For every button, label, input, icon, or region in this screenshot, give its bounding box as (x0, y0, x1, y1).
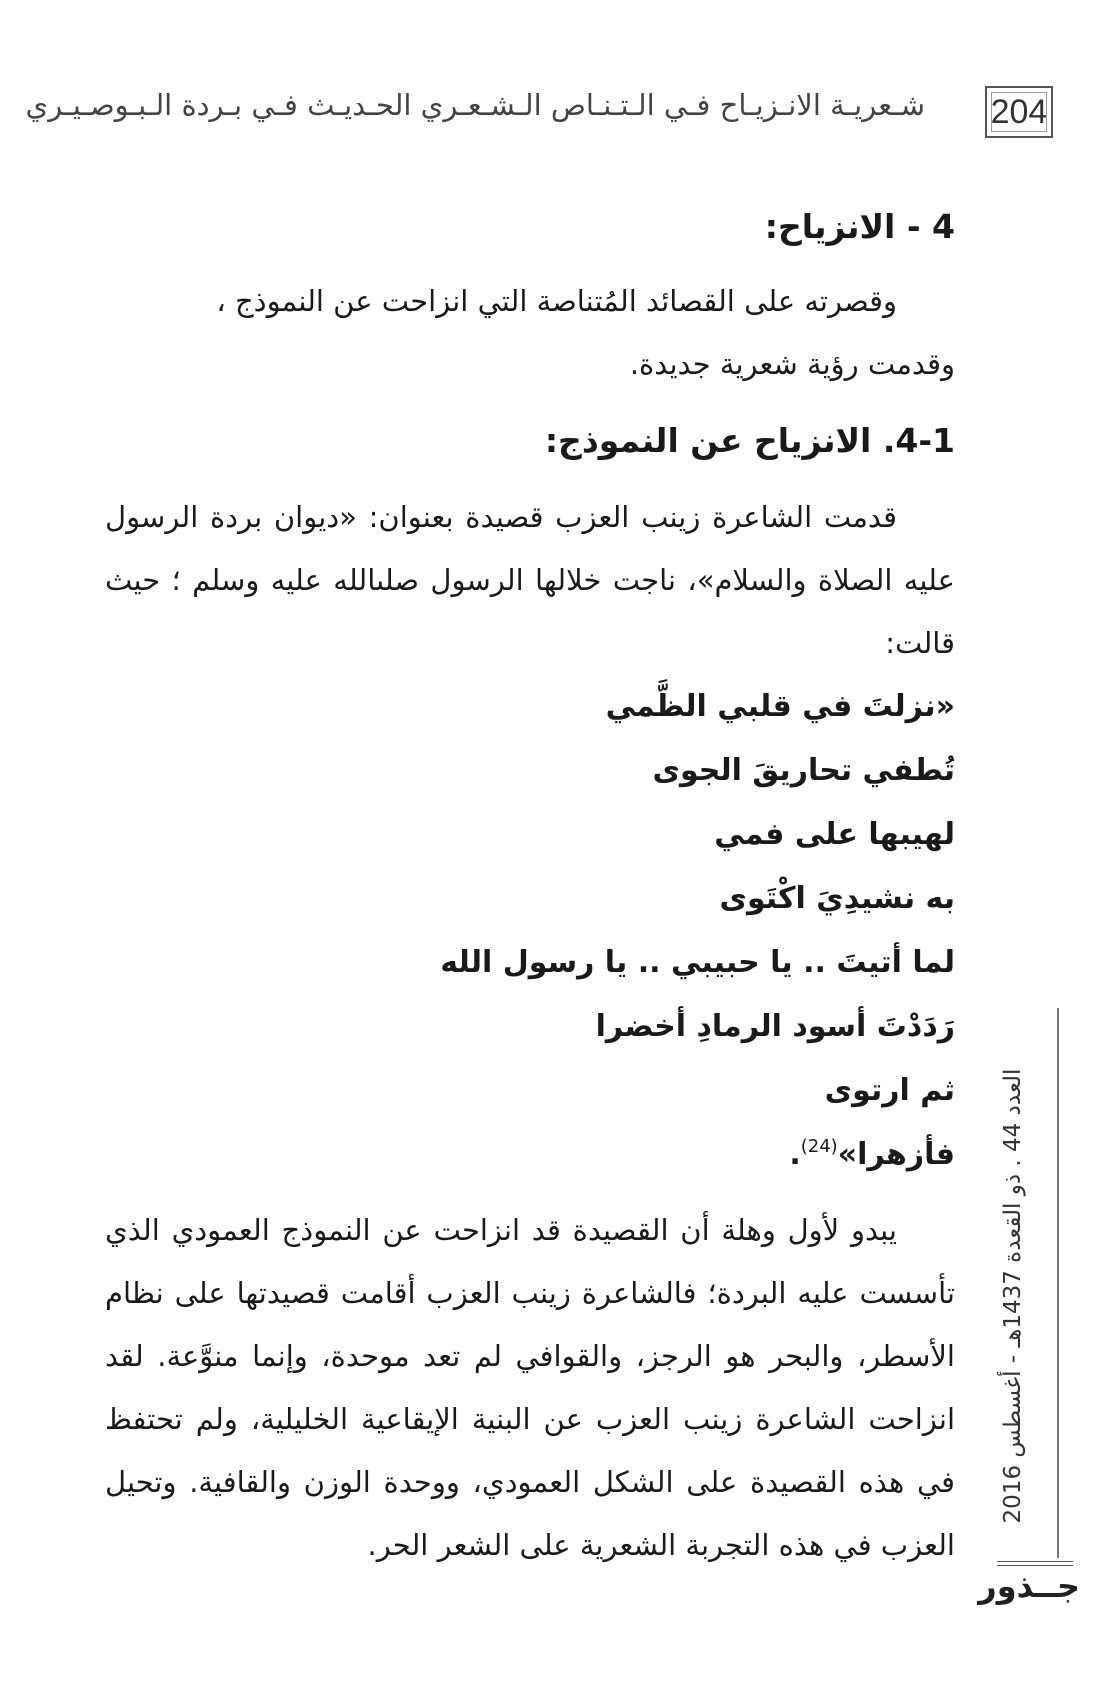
poem-line: «نزلتَ في قلبي الظَّمي (605, 689, 955, 724)
poem (105, 675, 955, 1187)
poem-line: به نشيدِيَ اكْتَوى (719, 881, 955, 916)
poem-line: لهيبها على فمي (714, 817, 955, 852)
main-content (105, 196, 955, 1577)
subsection-heading: 4-1. الانزياح عن النموذج: (544, 421, 955, 460)
poem-last-line (105, 1123, 955, 1187)
poem-line: تُطفي تحاريقَ الجوى (652, 753, 955, 788)
poem-last-line-text: فأزهرا» (837, 1137, 955, 1172)
intro-line-1: وقصرته على القصائد المُتناصة التي انزاحت عن النموذج ، (216, 284, 897, 318)
journal-logo: جــذور (978, 1567, 1080, 1605)
body-paragraph-1: قدمت الشاعرة زينب العزب قصيدة بعنوان: «ديوان بردة الرسول عليه الصلاة والسلام»، ناجت خلالها الرسول صلىالله عليه وسلم ؛ حيث قالت: (105, 500, 955, 660)
side-rule (1057, 1008, 1059, 1558)
intro-line-2: وقدمت رؤية شعرية جديدة. (629, 347, 955, 381)
poem-line: رَدَدْتَ أسود الرمادِ أخضرا (595, 1009, 955, 1044)
footnote-reference[interactable]: (24) (800, 1136, 838, 1157)
poem-line: لما أتيتَ .. يا حبيبي .. يا رسول الله (440, 945, 955, 980)
running-title: شـعريـة الانـزيـاح فـي الـتـنـاص الـشـعـري الحـديـث فـي بـردة الـبـوصـيـري (25, 88, 925, 122)
issue-info: العدد 44 . ذو القعدة 1437هـ - أغسطس 2016 (1000, 1068, 1026, 1524)
poem-end-mark: . (789, 1137, 801, 1172)
page-number: 204 (985, 86, 1053, 138)
body-paragraph-2: يبدو لأول وهلة أن القصيدة قد انزاحت عن النموذج العمودي الذي تأسست عليه البردة؛ فالشاعرة زينب العزب أقامت قصيدتها على نظام الأسطر، والبحر هو الرجز، والقوافي لم تعد موحدة، وإنما منوَّعة. لقد انزاحت الشاعرة زينب العزب عن البنية الإيقاعية الخليلية، ولم تحتفظ في هذه القصيدة على الشكل العمودي، ووحدة الوزن والقافية. وتحيل العزب في هذه التجربة الشعرية على الشعر الحر. (105, 1213, 955, 1562)
section-heading: 4 - الانزياح: (764, 207, 955, 246)
poem-line: ثم ارتوى (824, 1073, 955, 1108)
